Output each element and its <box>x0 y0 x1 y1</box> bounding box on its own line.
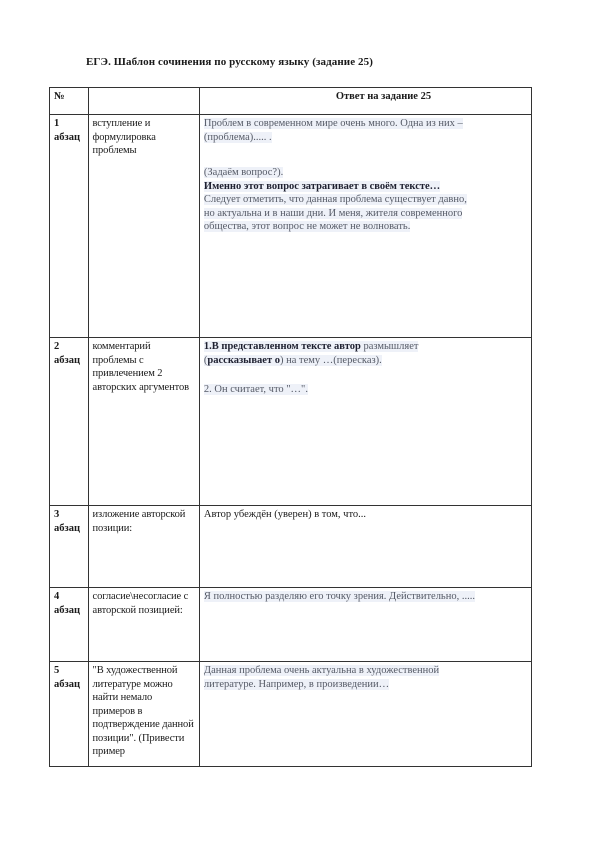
answer-phrase: ) на тему …(пересказ). <box>280 354 382 366</box>
paragraph-description: изложение авторской позиции: <box>88 506 199 588</box>
answer-line: Я полностью разделяю его точку зрения. Действительно, ..... <box>203 591 475 602</box>
header-answer-cell: Ответ на задание 25 <box>199 88 531 115</box>
paragraph-answer <box>199 115 531 338</box>
paragraph-description: вступление и формулировка проблемы <box>88 115 199 338</box>
answer-phrase: размышляет <box>360 341 419 352</box>
paragraph-description: согласие\несогласие с авторской позицией: <box>88 588 199 662</box>
header-description-cell <box>88 88 199 115</box>
header-number-cell: № <box>50 88 89 115</box>
answer-phrase-bold: 1.В представленном тексте автор <box>203 341 361 352</box>
table-row <box>50 662 532 767</box>
document-title: ЕГЭ. Шаблон сочинения по русскому языку (задание 25) <box>86 56 374 68</box>
answer-line: Автор убеждён (уверен) в том, что... <box>203 509 367 520</box>
answer-line: литературе. Например, в произведении… <box>203 678 390 690</box>
answer-line: (проблема)..... . <box>203 131 272 143</box>
answer-line-bold: Именно этот вопрос затрагивает в своём тексте… <box>203 180 441 192</box>
table-row <box>50 115 532 338</box>
table-row <box>50 506 532 588</box>
paragraph-description: комментарий проблемы с привлечением 2 авторских аргументов <box>88 338 199 506</box>
paragraph-answer <box>199 506 531 588</box>
answer-line: общества, этот вопрос не может не волновать. <box>203 221 411 232</box>
paragraph-number: 3 абзац <box>50 506 89 588</box>
paragraph-number: 2 абзац <box>50 338 89 506</box>
paragraph-number: 5 абзац <box>50 662 89 767</box>
answer-phrase: ( <box>203 354 208 366</box>
answer-line: 2. Он считает, что "…". <box>203 384 308 395</box>
table-header-row <box>50 88 532 115</box>
table-row <box>50 588 532 662</box>
paragraph-answer <box>199 588 531 662</box>
answer-phrase-bold: рассказывает о <box>207 354 280 366</box>
answer-line: Следует отметить, что данная проблема существует давно, <box>203 194 467 205</box>
paragraph-description: "В художественной литературе можно найти немало примеров в подтверждение данной позиции". (Привести пример <box>88 662 199 767</box>
essay-template-table <box>49 87 532 767</box>
paragraph-number: 4 абзац <box>50 588 89 662</box>
paragraph-answer <box>199 338 531 506</box>
answer-line: Данная проблема очень актуальна в художественной <box>203 665 440 676</box>
table-row <box>50 338 532 506</box>
paragraph-answer <box>199 662 531 767</box>
answer-line: (Задаём вопрос?). <box>203 167 284 178</box>
paragraph-number: 1 абзац <box>50 115 89 338</box>
answer-line: но актуальна и в наши дни. И меня, жителя современного <box>203 207 463 219</box>
answer-line: Проблем в современном мире очень много. Одна из них – <box>203 118 463 129</box>
